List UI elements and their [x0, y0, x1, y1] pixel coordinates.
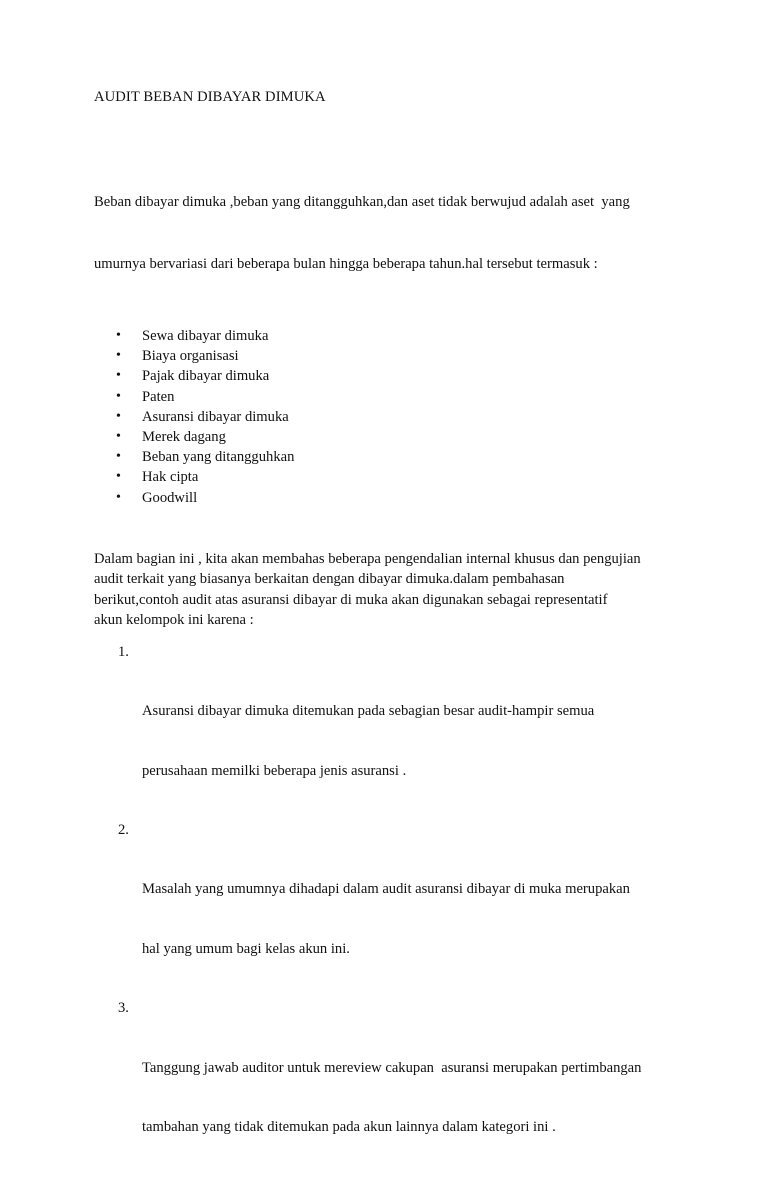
- intro-line: umurnya bervariasi dari beberapa bulan hingga beberapa tahun.hal tersebut termasuk :: [94, 255, 598, 272]
- numbered-line: hal yang umum bagi kelas akun ini.: [142, 940, 350, 957]
- bullet-icon: •: [116, 469, 121, 485]
- bullet-icon: •: [116, 408, 121, 424]
- bullet-text: Paten: [142, 388, 175, 405]
- bullet-text: Pajak dibayar dimuka: [142, 368, 270, 385]
- numbered-item: [94, 643, 694, 821]
- body-line: berikut,contoh audit atas asuransi dibayar di muka akan digunakan sebagai representatif: [94, 591, 608, 608]
- bullet-item: [94, 366, 694, 386]
- bullet-item: [94, 427, 694, 447]
- numbered-item: [94, 999, 694, 1177]
- numbered-line: Tanggung jawab auditor untuk mereview cakupan asuransi merupakan pertimbangan: [142, 1059, 642, 1076]
- bullet-item: [94, 407, 694, 427]
- document-page: [94, 88, 694, 1177]
- bullet-icon: •: [116, 328, 121, 343]
- bullet-icon: •: [116, 388, 121, 404]
- bullet-item: [94, 387, 694, 407]
- numbered-item: [94, 821, 694, 999]
- bullet-text: Asuransi dibayar dimuka: [142, 408, 289, 425]
- numbered-list: [94, 643, 694, 1177]
- bullet-text: Beban yang ditangguhkan: [142, 449, 295, 466]
- item-number: 3.: [118, 1000, 129, 1017]
- bullet-text: Biaya organisasi: [142, 348, 239, 365]
- document-title: AUDIT BEBAN DIBAYAR DIMUKA: [94, 89, 326, 105]
- bullet-icon: •: [116, 368, 121, 384]
- bullet-icon: •: [116, 429, 121, 445]
- bullet-item: [94, 488, 694, 508]
- numbered-line: Asuransi dibayar dimuka ditemukan pada sebagian besar audit-hampir semua: [142, 703, 595, 720]
- numbered-line: tambahan yang tidak ditemukan pada akun lainnya dalam kategori ini .: [142, 1118, 556, 1135]
- bullet-icon: •: [116, 489, 121, 505]
- bullet-text: Goodwill: [142, 489, 198, 506]
- bullet-icon: •: [116, 348, 121, 364]
- bullet-text: Hak cipta: [142, 469, 199, 486]
- item-number: 1.: [118, 643, 129, 660]
- intro-paragraph: [94, 151, 694, 315]
- body-line: audit terkait yang biasanya berkaitan dengan dibayar dimuka.dalam pembahasan: [94, 571, 565, 588]
- bullet-text: Merek dagang: [142, 429, 226, 446]
- item-number: 2.: [118, 822, 129, 838]
- bullet-item: [94, 326, 694, 346]
- body-paragraph: [94, 549, 694, 631]
- bullet-list: [94, 326, 694, 508]
- body-line: akun kelompok ini karena :: [94, 612, 254, 629]
- bullet-item: [94, 467, 694, 487]
- bullet-icon: •: [116, 449, 121, 465]
- numbered-line: Masalah yang umumnya dihadapi dalam audit asuransi dibayar di muka merupakan: [142, 881, 630, 898]
- body-line: Dalam bagian ini , kita akan membahas beberapa pengendalian internal khusus dan pengujian: [94, 550, 641, 567]
- bullet-text: Sewa dibayar dimuka: [142, 328, 269, 344]
- intro-line: Beban dibayar dimuka ,beban yang ditangguhkan,dan aset tidak berwujud adalah aset yang: [94, 194, 630, 210]
- bullet-item: [94, 447, 694, 467]
- numbered-line: perusahaan memilki beberapa jenis asuransi .: [142, 762, 407, 779]
- bullet-item: [94, 346, 694, 366]
